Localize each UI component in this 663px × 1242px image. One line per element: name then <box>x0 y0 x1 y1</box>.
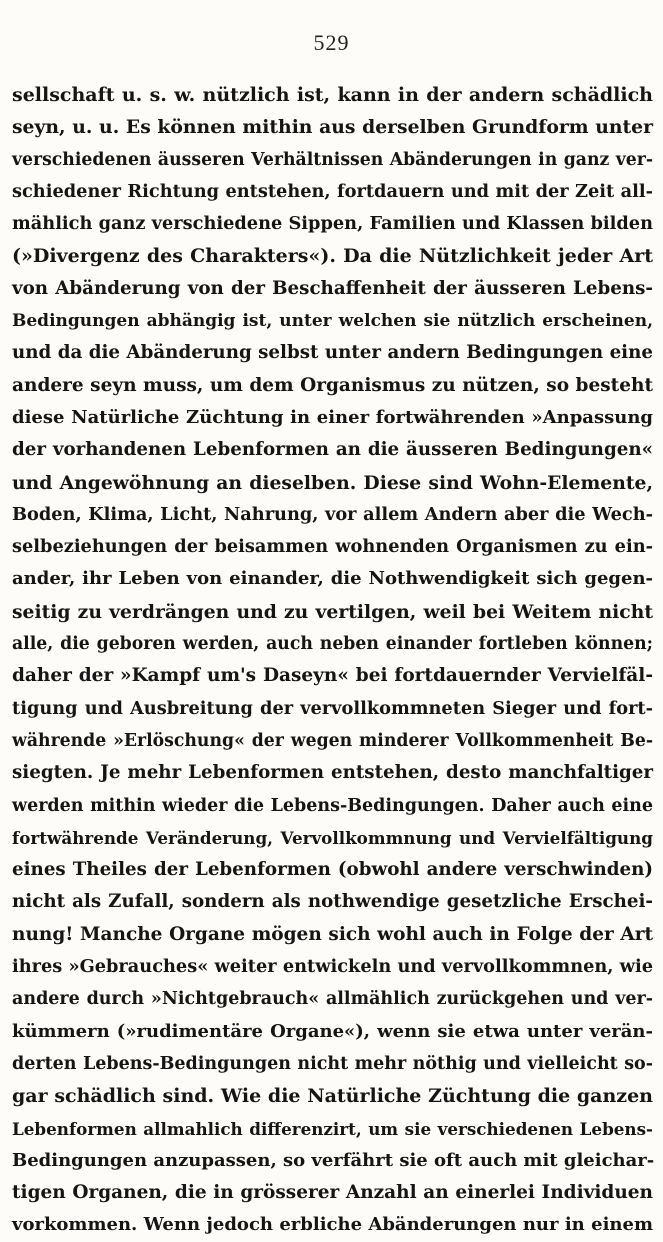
text-line: Boden, Klima, Licht, Nahrung, vor allem Andern aber die Wech- <box>12 503 653 525</box>
text-line: alle, die geboren werden, auch neben einander fortleben können; <box>12 634 653 655</box>
text-line: tigen Organen, die in grösserer Anzahl an einerlei Individuen <box>12 1182 653 1204</box>
text-line: eines Theiles der Lebenformen (obwohl andere verschwinden) <box>12 859 653 881</box>
text-line: andere seyn muss, um dem Organismus zu nützen, so besteht <box>12 374 653 396</box>
text-line: kümmern (»rudimentäre Organe«), wenn sie etwa unter verän- <box>12 1020 653 1042</box>
text-line: nicht als Zufall, sondern als nothwendige gesetzliche Erschei- <box>12 891 653 913</box>
text-line: Lebenformen allmahlich differenzirt, um sie verschiedenen Lebens- <box>12 1118 653 1139</box>
text-line: ihres »Gebrauches« weiter entwickeln und vervollkommnen, wie <box>12 956 653 978</box>
page-number: 529 <box>313 30 350 55</box>
text-line: andere durch »Nichtgebrauch« allmählich zurückgehen und ver- <box>12 989 653 1010</box>
text-line: gar schädlich sind. Wie die Natürliche Züchtung die ganzen <box>12 1085 653 1108</box>
text-line: Bedingungen anzupassen, so verfährt sie oft auch mit gleichar- <box>12 1149 655 1171</box>
text-line: fortwährende Veränderung, Vervollkommnung und Vervielfältigung <box>12 827 653 848</box>
text-line: (»Divergenz des Charakters«). Da die Nützlichkeit jeder Art <box>12 245 653 268</box>
text-line: der vorhandenen Lebenformen an die äusseren Bedingungen« <box>12 439 653 461</box>
text-line: siegten. Je mehr Lebenformen entstehen, desto manchfaltiger <box>12 762 653 784</box>
text-line: derten Lebens-Bedingungen nicht mehr nöthig und vielleicht so- <box>12 1053 653 1074</box>
body-text <box>12 79 653 1242</box>
text-line: seyn, u. u. Es können mithin aus derselben Grundform unter <box>12 116 653 139</box>
text-line: daher der »Kampf um's Daseyn« bei fortdauernder Vervielfäl- <box>12 665 653 687</box>
text-line: tigung und Ausbreitung der vervollkommneten Sieger und fort- <box>12 697 653 719</box>
text-line: und Angewöhnung an dieselben. Diese sind Wohn-Elemente, <box>12 471 653 494</box>
text-line: mählich ganz verschiedene Sippen, Familien und Klassen bilden <box>12 213 653 235</box>
text-line: werden mithin wieder die Lebens-Bedingungen. Daher auch eine <box>12 795 653 816</box>
text-line: selbeziehungen der beisammen wohnenden Organismen zu ein- <box>12 536 653 558</box>
text-line: seitig zu verdrängen und zu vertilgen, weil bei Weitem nicht <box>12 600 653 623</box>
text-line: währende »Erlöschung« der wegen minderer Vollkommenheit Be- <box>12 730 653 751</box>
text-line: vorkommen. Wenn jedoch erbliche Abänderungen nur in einem <box>12 1214 653 1236</box>
text-line: ander, ihr Leben von einander, die Nothwendigkeit sich gegen- <box>12 568 653 590</box>
text-line: Bedingungen abhängig ist, unter welchen sie nützlich erscheinen, <box>12 311 653 332</box>
text-line: nung! Manche Organe mögen sich wohl auch in Folge der Art <box>12 923 653 945</box>
text-line: schiedener Richtung entstehen, fortdauern und mit der Zeit all- <box>12 180 653 202</box>
text-line: sellschaft u. s. w. nützlich ist, kann in der andern schädlich <box>12 84 653 106</box>
text-line: von Abänderung von der Beschaffenheit der äusseren Lebens- <box>12 277 653 299</box>
text-line: und da die Abänderung selbst unter andern Bedingungen eine <box>12 342 653 364</box>
text-line: diese Natürliche Züchtung in einer fortwährenden »Anpassung <box>12 406 653 428</box>
text-line: verschiedenen äusseren Verhältnissen Abänderungen in ganz ver- <box>12 149 653 170</box>
